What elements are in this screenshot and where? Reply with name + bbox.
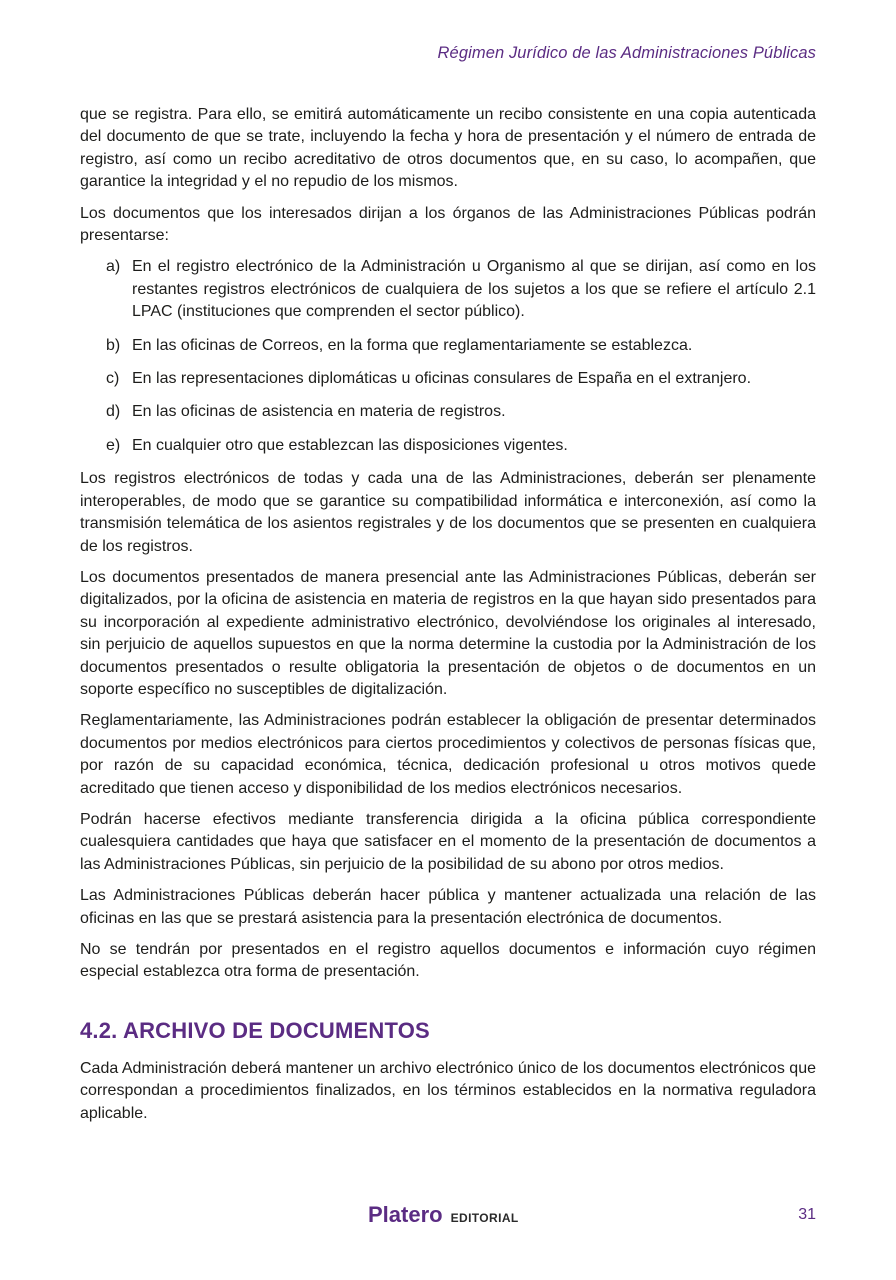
list-item: [106, 401, 816, 423]
list-item: [106, 368, 816, 390]
paragraph: Reglamentariamente, las Administraciones podrán establecer la obligación de presentar determinados documentos por medios electrónicos para ciertos procedimientos y colectivos de personas físicas que, por razón de su capacidad económica, técnica, dedicación profesional u otros motivos quede acreditado que tienen acceso y disponibilidad de los medios electrónicos necesarios.: [80, 712, 816, 797]
list-item-text: En las representaciones diplomáticas u oficinas consulares de España en el extranjero.: [132, 370, 752, 388]
presentation-places-list: [80, 256, 816, 457]
paragraph: No se tendrán por presentados en el registro aquellos documentos e información cuyo régimen especial establezca otra forma de presentación.: [80, 941, 816, 981]
paragraph: Las Administraciones Públicas deberán hacer pública y mantener actualizada una relación de las oficinas en las que se prestará asistencia para la presentación electrónica de documentos.: [80, 887, 816, 927]
publisher-logo: [368, 1202, 519, 1228]
list-marker: e): [106, 436, 121, 454]
list-item: [106, 335, 816, 357]
list-marker: b): [106, 336, 121, 354]
list-marker: c): [106, 370, 120, 388]
list-item-text: En cualquier otro que establezcan las disposiciones vigentes.: [132, 436, 568, 454]
paragraph: Los registros electrónicos de todas y cada una de las Administraciones, deberán ser plenamente interoperables, de modo que se garantice su compatibilidad informática e interconexión, así como la transmisión telemática de los asientos registrales y de los documentos que se presenten en cualquiera de los registros.: [80, 470, 816, 555]
logo-editorial-text: EDITORIAL: [450, 1211, 519, 1225]
page-number: 31: [798, 1206, 816, 1223]
paragraph: que se registra. Para ello, se emitirá automáticamente un recibo consistente en una copia autenticada del documento de que se trate, incluyendo la fecha y hora de presentación y el número de entrada de registro, así como un recibo acreditativo de otros documentos que, en su caso, lo acompañen, que garantice la integridad y el no repudio de los mismos.: [80, 106, 816, 191]
list-item-text: En el registro electrónico de la Administración u Organismo al que se dirijan, así como en los restantes registros electrónicos de cualquiera de los sujetos a los que se refiere el artículo 2.1 LPAC (instituciones que comprenden el sector público).: [132, 258, 816, 321]
list-item: [106, 435, 816, 457]
section-heading: 4.2. ARCHIVO DE DOCUMENTOS: [80, 1017, 430, 1043]
list-marker: d): [106, 403, 121, 421]
paragraph: Los documentos presentados de manera presencial ante las Administraciones Públicas, deberán ser digitalizados, por la oficina de asistencia en materia de registros en la que hayan sido presentados para su incorporación al expediente administrativo electrónico, devolviéndose los originales al interesado, sin perjuicio de aquellos supuestos en que la norma determine la custodia por la Administración de los documentos presentados o resulte obligatoria la presentación de objetos o de documentos en un soporte específico no susceptibles de digitalización.: [80, 568, 816, 698]
running-header: Régimen Jurídico de las Administraciones Públicas: [437, 44, 816, 62]
page-body: [80, 104, 816, 1134]
paragraph: Cada Administración deberá mantener un archivo electrónico único de los documentos electrónicos que correspondan a procedimientos finalizados, en los términos establecidos en la normativa reguladora aplicable.: [80, 1059, 816, 1122]
list-item: [106, 256, 816, 323]
list-item-text: En las oficinas de Correos, en la forma que reglamentariamente se establezca.: [132, 336, 693, 354]
paragraph: Los documentos que los interesados dirijan a los órganos de las Administraciones Públicas podrán presentarse:: [80, 204, 816, 245]
paragraph: Podrán hacerse efectivos mediante transferencia dirigida a la oficina pública correspondiente cualesquiera cantidades que haya que satisfacer en el momento de la presentación de documentos a las Administraciones Públicas, sin perjuicio de la posibilidad de su abono por otros medios.: [80, 810, 816, 873]
list-item-text: En las oficinas de asistencia en materia de registros.: [132, 403, 506, 421]
list-marker: a): [106, 258, 121, 276]
logo-brand-text: Platero: [368, 1202, 443, 1227]
